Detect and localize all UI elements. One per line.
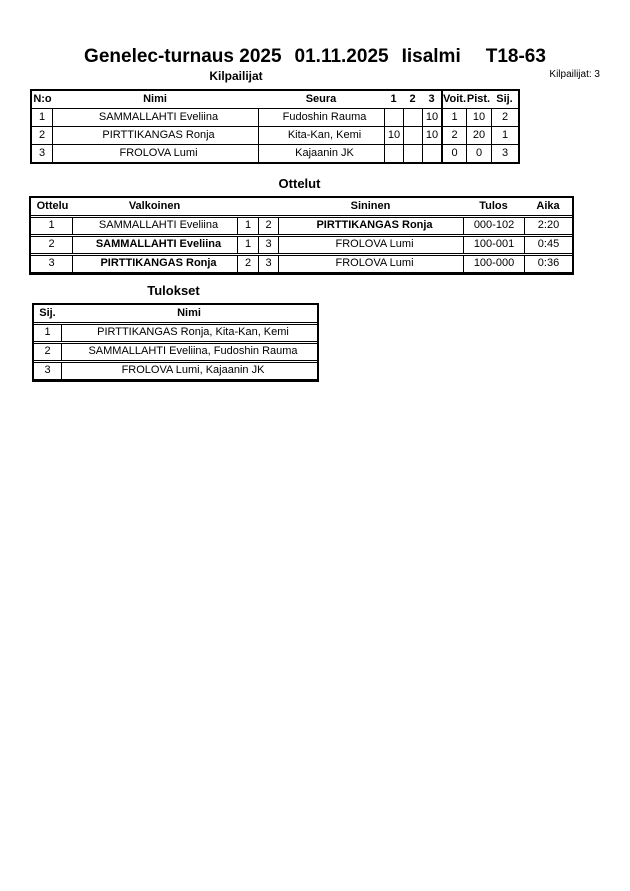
col-header-white-no <box>237 198 258 215</box>
results-header-row <box>34 305 317 323</box>
title-event: Genelec-turnaus 2025 <box>84 46 282 67</box>
match-time: 2:20 <box>524 218 572 234</box>
white-competitor: PIRTTIKANGAS Ronja <box>72 256 237 272</box>
competitor-r3 <box>422 145 441 162</box>
col-header-wins: Voit. <box>441 91 466 108</box>
title-city: Iisalmi <box>401 46 461 67</box>
results-table <box>32 303 319 382</box>
competitor-r2 <box>403 145 422 162</box>
competitor-place: 2 <box>491 109 518 126</box>
match-result: 000-102 <box>463 218 524 234</box>
competitor-r3: 10 <box>422 109 441 126</box>
competitor-club: Kita-Kan, Kemi <box>258 127 384 144</box>
competitor-r3: 10 <box>422 127 441 144</box>
col-header-round3: 3 <box>428 93 435 105</box>
competitor-r1 <box>384 145 403 162</box>
match-result: 100-000 <box>463 256 524 272</box>
col-header-place: Sij. <box>39 307 56 319</box>
match-row <box>31 217 572 235</box>
col-header-round1: 1 <box>390 93 397 105</box>
competitor-r1 <box>384 109 403 126</box>
col-header-round2: 2 <box>409 93 416 105</box>
col-header-points: Pist. <box>466 93 491 105</box>
competitors-table <box>30 89 520 164</box>
competitor-wins: 2 <box>441 127 466 144</box>
competitor-name: FROLOVA Lumi <box>52 145 258 162</box>
competitors-header-row <box>32 91 518 108</box>
blue-competitor: PIRTTIKANGAS Ronja <box>278 218 463 234</box>
competitor-club: Fudoshin Rauma <box>258 109 384 126</box>
blue-competitor: FROLOVA Lumi <box>278 237 463 253</box>
competitor-points: 20 <box>466 127 491 144</box>
competitor-r2 <box>403 109 422 126</box>
match-no: 1 <box>48 219 55 231</box>
match-result: 100-001 <box>463 237 524 253</box>
competitors-count-label: Kilpailijat: 3 <box>549 69 600 80</box>
white-competitor: SAMMALLAHTI Eveliina <box>72 237 237 253</box>
blue-number: 3 <box>258 237 278 253</box>
competitor-row <box>32 126 518 144</box>
col-header-result: Tulos <box>479 200 508 212</box>
match-time: 0:36 <box>524 256 572 272</box>
white-number: 1 <box>237 237 258 253</box>
title-date: 01.11.2025 <box>294 46 389 67</box>
competitor-place: 3 <box>491 145 518 162</box>
result-name: SAMMALLAHTI Eveliina, Fudoshin Rauma <box>61 344 317 360</box>
competitor-no: 2 <box>38 129 46 141</box>
title-category: T18-63 <box>485 46 546 67</box>
match-time: 0:45 <box>524 237 572 253</box>
result-row <box>34 324 317 342</box>
col-header-place: Sij. <box>496 93 513 105</box>
col-header-no: N:o <box>33 93 52 105</box>
match-no: 3 <box>48 257 55 269</box>
white-number: 1 <box>237 218 258 234</box>
col-header-blue: Sininen <box>350 200 391 212</box>
result-row <box>34 343 317 361</box>
match-row <box>31 255 572 273</box>
competitor-wins: 1 <box>441 109 466 126</box>
result-row <box>34 362 317 380</box>
competitor-no: 1 <box>38 111 46 123</box>
col-header-match: Ottelu <box>36 200 69 212</box>
page-title <box>0 46 630 68</box>
col-header-club: Seura <box>305 93 337 105</box>
matches-header-row <box>31 198 572 216</box>
white-competitor: SAMMALLAHTI Eveliina <box>72 218 237 234</box>
result-place: 3 <box>44 364 51 376</box>
competitor-no: 3 <box>38 147 46 159</box>
result-place: 1 <box>44 326 51 338</box>
results-heading: Tulokset <box>147 283 200 298</box>
competitor-points: 10 <box>466 109 491 126</box>
competitor-club: Kajaanin JK <box>258 145 384 162</box>
blue-number: 2 <box>258 218 278 234</box>
competitors-heading: Kilpailijat <box>209 69 263 83</box>
competitor-r1: 10 <box>384 127 403 144</box>
competitor-r2 <box>403 127 422 144</box>
col-header-name: Nimi <box>143 93 167 105</box>
result-name: FROLOVA Lumi, Kajaanin JK <box>61 363 317 379</box>
match-no: 2 <box>48 238 55 250</box>
competitor-wins: 0 <box>441 145 466 162</box>
matches-table <box>29 196 574 275</box>
col-header-white: Valkoinen <box>128 200 181 212</box>
blue-competitor: FROLOVA Lumi <box>278 256 463 272</box>
competitor-row <box>32 144 518 162</box>
result-place: 2 <box>44 345 51 357</box>
competitor-name: SAMMALLAHTI Eveliina <box>52 109 258 126</box>
white-number: 2 <box>237 256 258 272</box>
match-row <box>31 236 572 254</box>
competitor-points: 0 <box>466 145 491 162</box>
col-header-name: Nimi <box>177 307 201 319</box>
competitor-row <box>32 108 518 126</box>
col-header-blue-no <box>258 198 278 215</box>
competitor-name: PIRTTIKANGAS Ronja <box>52 127 258 144</box>
blue-number: 3 <box>258 256 278 272</box>
competitor-place: 1 <box>491 127 518 144</box>
col-header-time: Aika <box>536 200 560 212</box>
matches-heading: Ottelut <box>278 176 321 191</box>
result-name: PIRTTIKANGAS Ronja, Kita-Kan, Kemi <box>61 325 317 341</box>
